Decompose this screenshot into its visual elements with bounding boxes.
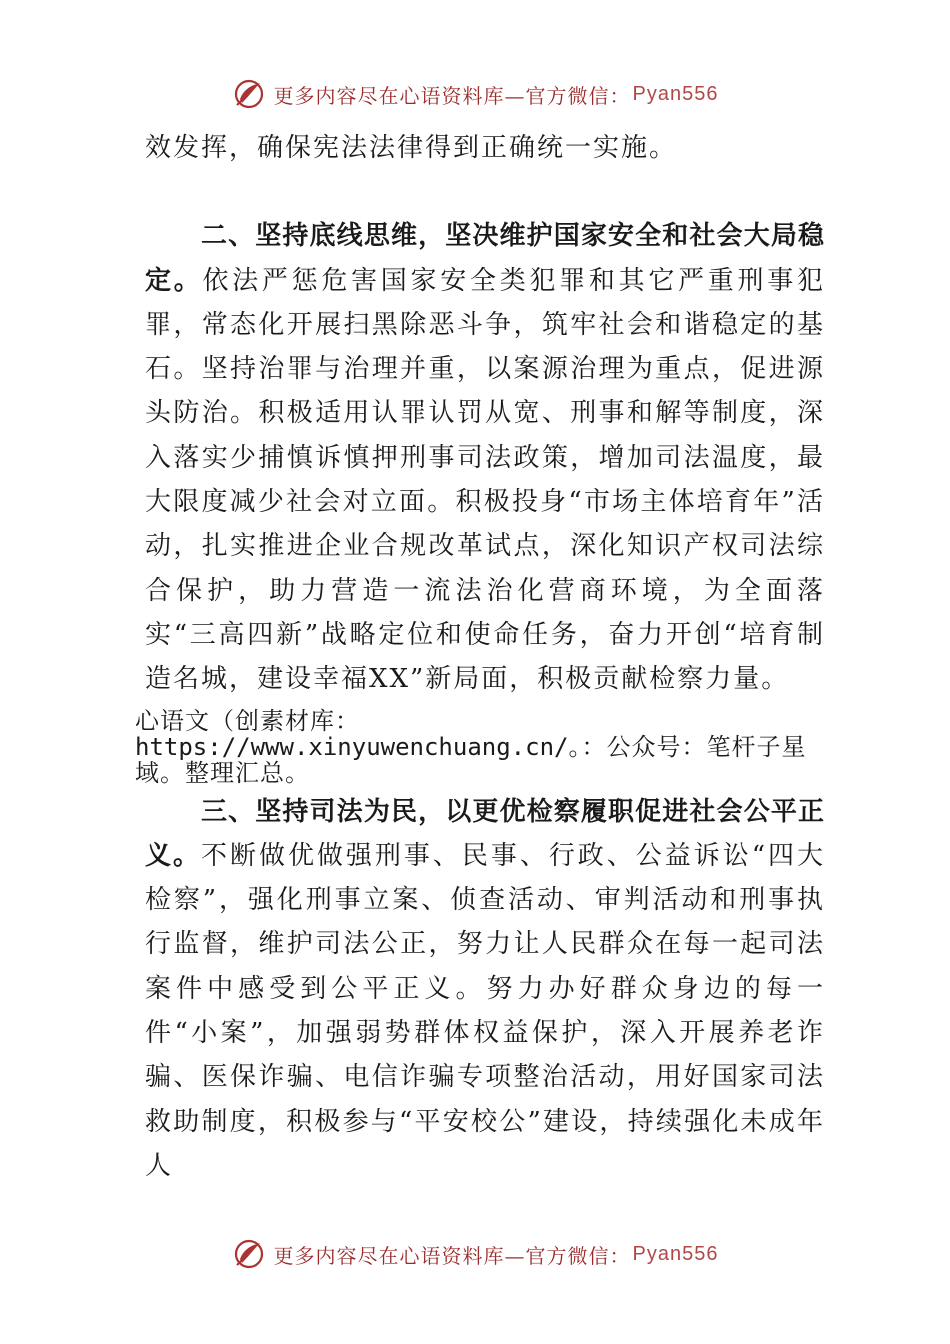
section-2-text: 依法严惩危害国家安全类犯罪和其它严重刑事犯罪，常态化开展扫黑除恶斗争，筑牢社会和谐稳定的基石。坚持治罪与治理并重，以案源治理为重点，促进源头防治。积极适用认罪认罚从宽、刑事和解等制度，深入落实少捕慎诉慎押刑事司法政策，增加司法温度，最大限度减少社会对立面。积极投身“市场主体培育年”活动，扎实推进企业合规改革试点，深化知识产权司法综合保护，助力营造一流法治化营商环境，为全面落实“三高四新”战略定位和使命任务，奋力开创“培育制造名城，建设幸福XX”新局面，积极贡献检察力量。 [145, 265, 825, 695]
paragraph-spacer [145, 170, 825, 214]
header-tagline: 更多内容尽在心语资料库—官方微信： [273, 83, 631, 108]
section-2-heading: 二、坚持底线思维，坚决维护国家安全和社会大局稳定。 [145, 221, 825, 296]
brush-logo-icon [232, 77, 266, 111]
section-3-paragraph [145, 790, 825, 1189]
source-note [135, 702, 825, 790]
continuation-paragraph: 效发挥，确保宪法法律得到正确统一实施。 [145, 133, 678, 163]
brush-logo-icon [232, 1237, 266, 1271]
header-banner [0, 74, 950, 114]
source-note-suffix: 。：公众号：笔杆子星域。整理汇总。 [135, 732, 807, 787]
section-3-text: 不断做优做强刑事、民事、行政、公益诉讼“四大检察”，强化刑事立案、侦查活动、审判活动和刑事执行监督，维护司法公正，努力让人民群众在每一起司法案件中感受到公平正义。努力办好群众身边的每一件“小案”，加强弱势群体权益保护，深入开展养老诈骗、医保诈骗、电信诈骗专项整治活动，用好国家司法救助制度，积极参与“平安校公”建设，持续强化未成年人 [145, 840, 825, 1181]
source-note-prefix: 心语文（创素材库： [135, 706, 360, 735]
footer-banner [0, 1234, 950, 1274]
footer-wechat-id: Pyan556 [632, 1242, 719, 1265]
section-3-heading: 三、坚持司法为民，以更优检察履职促进社会公平正义。 [145, 796, 825, 871]
document-body [135, 126, 825, 1188]
source-note-url: https://www.xinyuwenchuang.cn/ [135, 732, 569, 761]
header-wechat-id: Pyan556 [632, 82, 719, 105]
footer-tagline: 更多内容尽在心语资料库—官方微信： [273, 1243, 631, 1268]
section-2-paragraph [145, 214, 825, 701]
